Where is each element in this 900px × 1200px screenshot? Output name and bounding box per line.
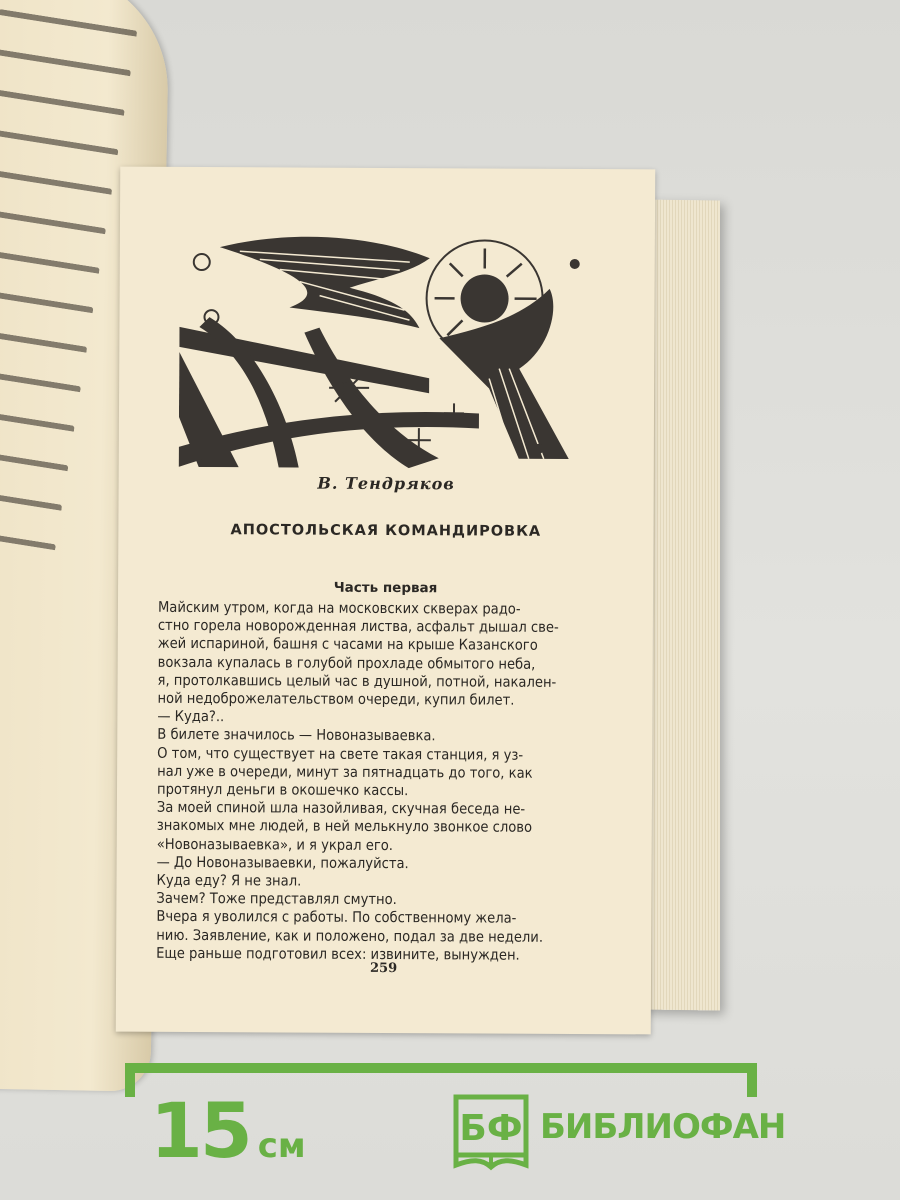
text-line: я, протолкавшись целый час в душной, потной, накален- bbox=[157, 671, 557, 691]
author-name: В. Тендряков bbox=[317, 473, 455, 494]
text-line: — Куда?.. bbox=[157, 708, 225, 726]
text-line: вокзала купалась в голубой прохладе обмытого неба, bbox=[157, 653, 536, 673]
story-title: АПОСТОЛЬСКАЯ КОМАНДИРОВКА bbox=[230, 522, 542, 540]
ruler-tick-right bbox=[747, 1063, 757, 1097]
left-page-text-blur bbox=[0, 9, 137, 584]
size-label bbox=[150, 1086, 306, 1175]
text-line: стно горела новорожденная листва, асфальт дышал све- bbox=[157, 617, 559, 637]
page-number: 259 bbox=[369, 960, 398, 977]
logo-text: БФ bbox=[459, 1108, 523, 1149]
text-line: В билете значилось — Новоназываевка. bbox=[157, 726, 436, 745]
text-line: «Новоназываевка», и я украл его. bbox=[156, 835, 393, 854]
story-text bbox=[156, 599, 618, 965]
engraving-illustration bbox=[179, 217, 600, 469]
text-line: Еще раньше подготовил всех: извините, вынужден. bbox=[156, 944, 520, 964]
text-line: За моей спиной шла назойливая, скучная беседа не- bbox=[156, 799, 526, 818]
text-line: знакомых мне людей, в ней мелькнуло звонкое слово bbox=[156, 817, 533, 837]
text-line: ной недоброжелательством очереди, купил билет. bbox=[157, 689, 515, 709]
ruler-bar bbox=[125, 1063, 757, 1073]
text-line: Майским утром, когда на московских скверах радо- bbox=[157, 598, 521, 618]
text-line: нал уже в очереди, минут за пятнадцать до того, как bbox=[157, 762, 533, 782]
text-line: нию. Заявление, как и положено, подал за две недели. bbox=[156, 926, 544, 946]
text-line: — До Новоназываевки, пожалуйста. bbox=[156, 853, 409, 872]
size-unit: см bbox=[257, 1126, 306, 1166]
text-line: О том, что существует на свете такая станция, я уз- bbox=[157, 744, 524, 764]
book-page bbox=[116, 167, 656, 1035]
size-value: 15 bbox=[150, 1086, 250, 1175]
text-line: Куда еду? Я не знал. bbox=[156, 871, 302, 890]
part-heading: Часть первая bbox=[333, 579, 438, 597]
text-line: Вчера я уволился с работы. По собственному жела- bbox=[156, 908, 517, 928]
text-line: Зачем? Тоже представлял смутно. bbox=[156, 890, 397, 909]
ruler-tick-left bbox=[125, 1063, 135, 1097]
brand-name: БИБЛИОФАН bbox=[540, 1107, 786, 1147]
text-line: протянул деньги в окошечко кассы. bbox=[156, 780, 409, 800]
text-line: жей испариной, башня с часами на крыше Казанского bbox=[157, 635, 538, 655]
book-logo-icon bbox=[452, 1093, 530, 1171]
